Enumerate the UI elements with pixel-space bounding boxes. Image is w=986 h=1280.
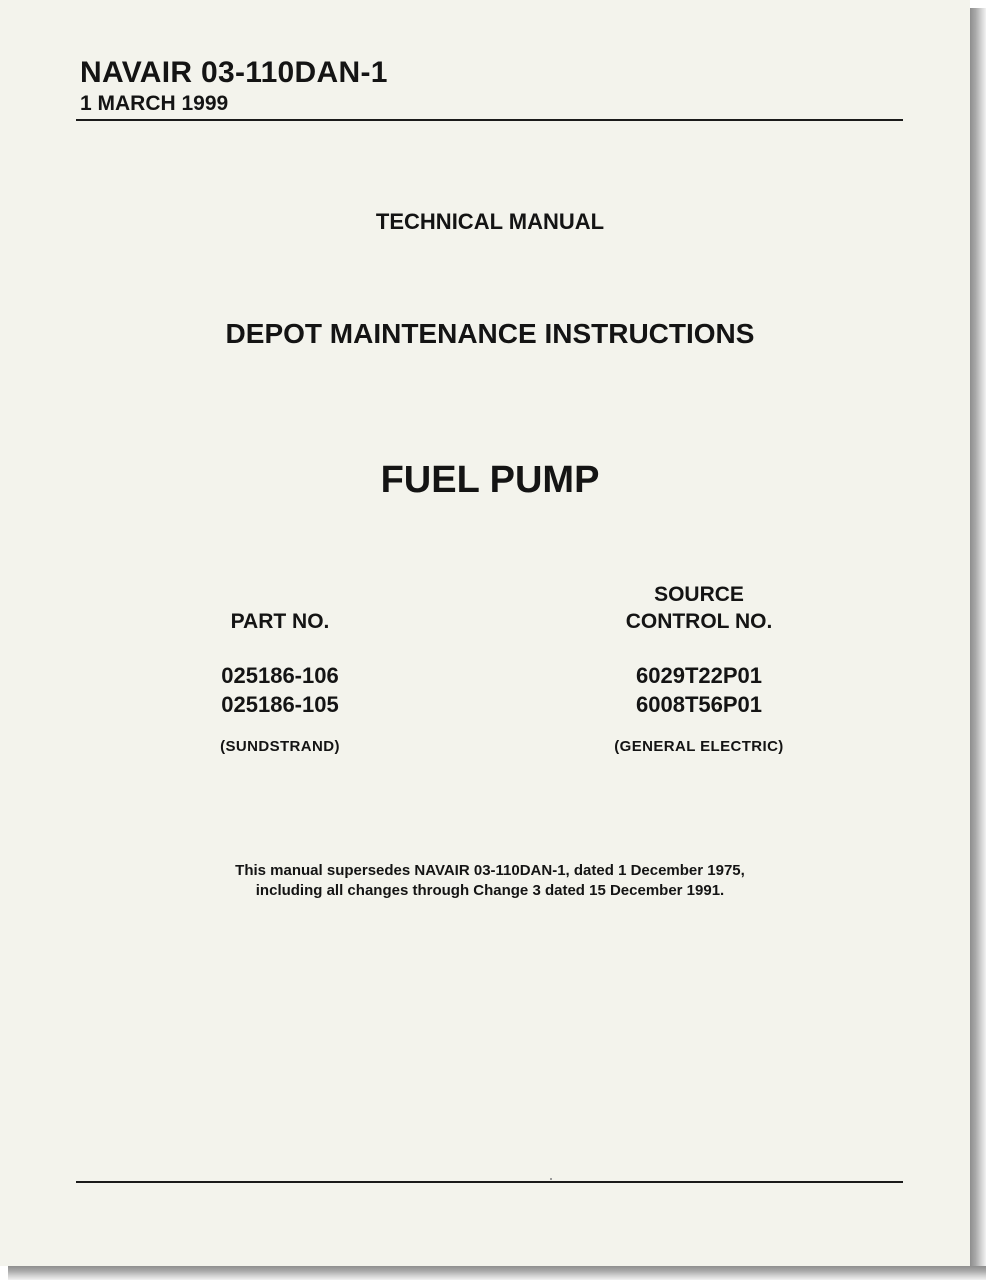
part-no-header: PART NO.	[230, 610, 330, 633]
manual-title: FUEL PUMP	[380, 459, 600, 501]
footer-divider	[76, 1181, 903, 1183]
part-number: 025186-105	[221, 692, 339, 717]
manual-type: TECHNICAL MANUAL	[375, 209, 605, 234]
document-number: NAVAIR 03-110DAN-1	[80, 56, 388, 89]
source-control-header-line1: SOURCE	[654, 583, 744, 606]
header-divider	[76, 119, 903, 121]
supersede-notice-line1: This manual supersedes NAVAIR 03-110DAN-1, dated 1 December 1975,	[235, 862, 745, 879]
source-control-number: 6008T56P01	[636, 692, 762, 717]
supersede-notice-line2: including all changes through Change 3 dated 15 December 1991.	[255, 882, 725, 899]
page-shadow-right	[970, 8, 986, 1280]
part-number: 025186-106	[221, 663, 339, 688]
source-manufacturer: (GENERAL ELECTRIC)	[614, 738, 784, 755]
part-manufacturer: (SUNDSTRAND)	[220, 738, 340, 755]
document-date: 1 MARCH 1999	[80, 92, 229, 115]
source-control-header-line2: CONTROL NO.	[625, 610, 773, 633]
scan-speck	[550, 1178, 552, 1180]
source-control-number: 6029T22P01	[636, 663, 762, 688]
page-shadow-bottom	[8, 1266, 986, 1280]
manual-subject: DEPOT MAINTENANCE INSTRUCTIONS	[225, 318, 755, 349]
